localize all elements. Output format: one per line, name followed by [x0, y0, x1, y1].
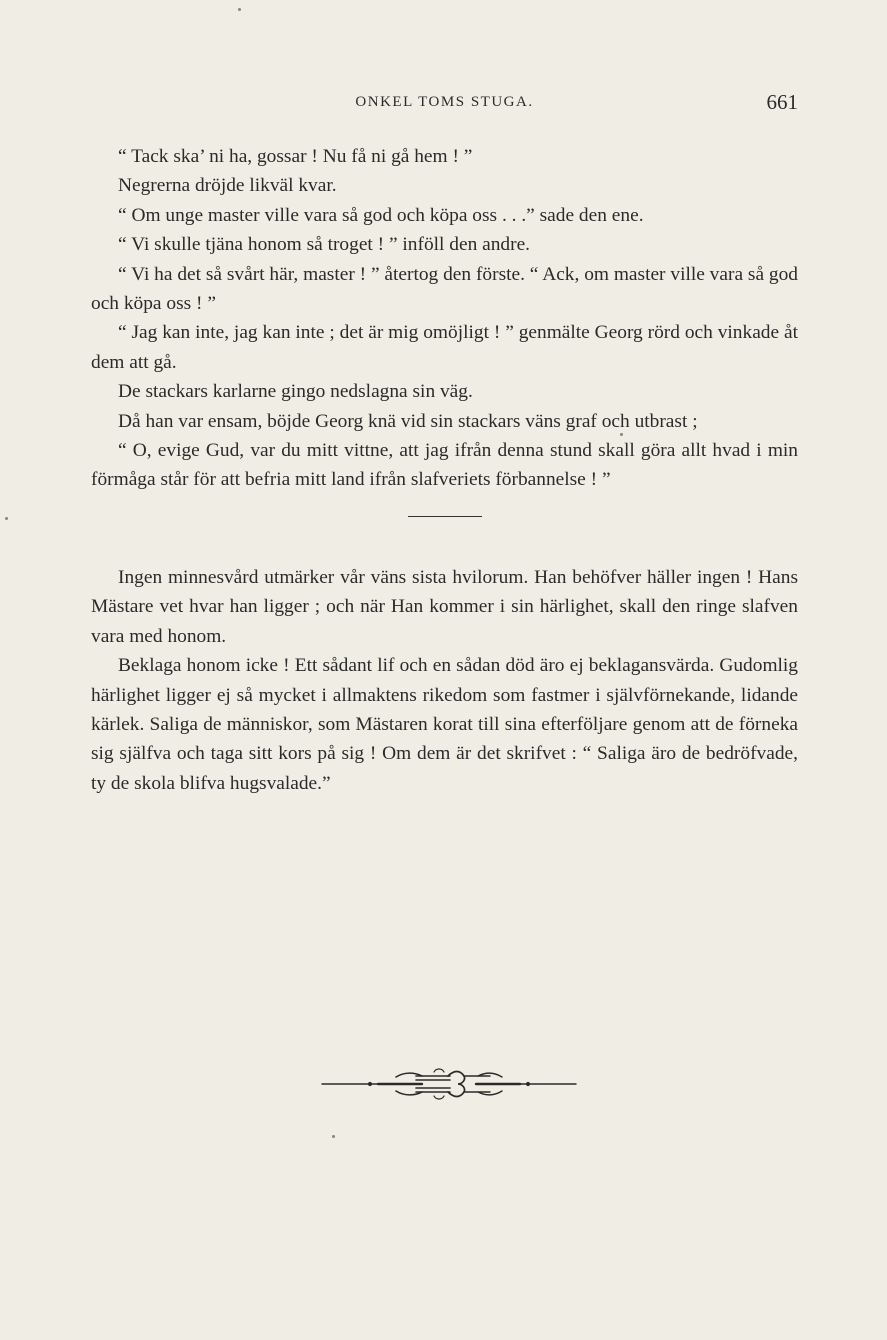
tailpiece-ornament-icon [318, 1068, 580, 1104]
section-two [91, 563, 798, 798]
running-title: ONKEL TOMS STUGA. [355, 94, 534, 110]
paragraph: “ Tack ska’ ni ha, gossar ! Nu få ni gå hem ! ” [118, 146, 473, 167]
section-divider [408, 516, 482, 517]
page-header [91, 90, 798, 120]
paragraph: “ O, evige Gud, var du mitt vittne, att jag ifrån denna stund skall göra allt hvad i min förmåga står för att befria mitt land ifrån slafveriets förbannelse ! ” [91, 440, 798, 491]
paragraph: “ Om unge master ville vara så god och köpa oss . . .” sade den ene. [118, 204, 644, 226]
print-speck [620, 433, 623, 436]
paragraph: “ Vi ha det så svårt här, master ! ” återtog den förste. “ Ack, om master ville vara så god och köpa oss ! ” [91, 263, 798, 315]
paragraph: Då han var ensam, böjde Georg knä vid sin stackars väns graf och utbrast ; [118, 410, 698, 432]
paragraph: De stackars karlarne gingo nedslagna sin väg. [118, 381, 473, 403]
paragraph: “ Jag kan inte, jag kan inte ; det är mig omöjligt ! ” genmälte Georg rörd och vinkade åt dem att gå. [91, 322, 798, 373]
page-number: 661 [766, 90, 798, 114]
paragraph: Negrerna dröjde likväl kvar. [118, 175, 337, 197]
paragraph: “ Vi skulle tjäna honom så troget ! ” inföll den andre. [118, 234, 531, 256]
paragraph: Ingen minnesvård utmärker vår väns sista hvilorum. Han behöfver häller ingen ! Hans Mästare vet hvar han ligger ; och när Han kommer i sin härlighet, skall den ringe slafven vara med honom. [91, 566, 798, 647]
print-speck [5, 517, 8, 520]
print-speck [238, 8, 241, 11]
paragraph: Beklaga honom icke ! Ett sådant lif och en sådan död äro ej beklagansvärda. Gudomlig härlighet ligger ej så mycket i allmaktens rikedom som fastmer i självförnekande, lidande kärlek. Saliga de människor, som Mästaren korat till sina efterföljare genom att de förneka sig själfva och taga sitt kors på sig ! Om dem är det skrifvet : “ Saliga äro de bedröfvade, ty de skola blifva hugsvalade.” [91, 655, 798, 794]
print-speck [332, 1135, 335, 1138]
body-text [91, 142, 798, 798]
